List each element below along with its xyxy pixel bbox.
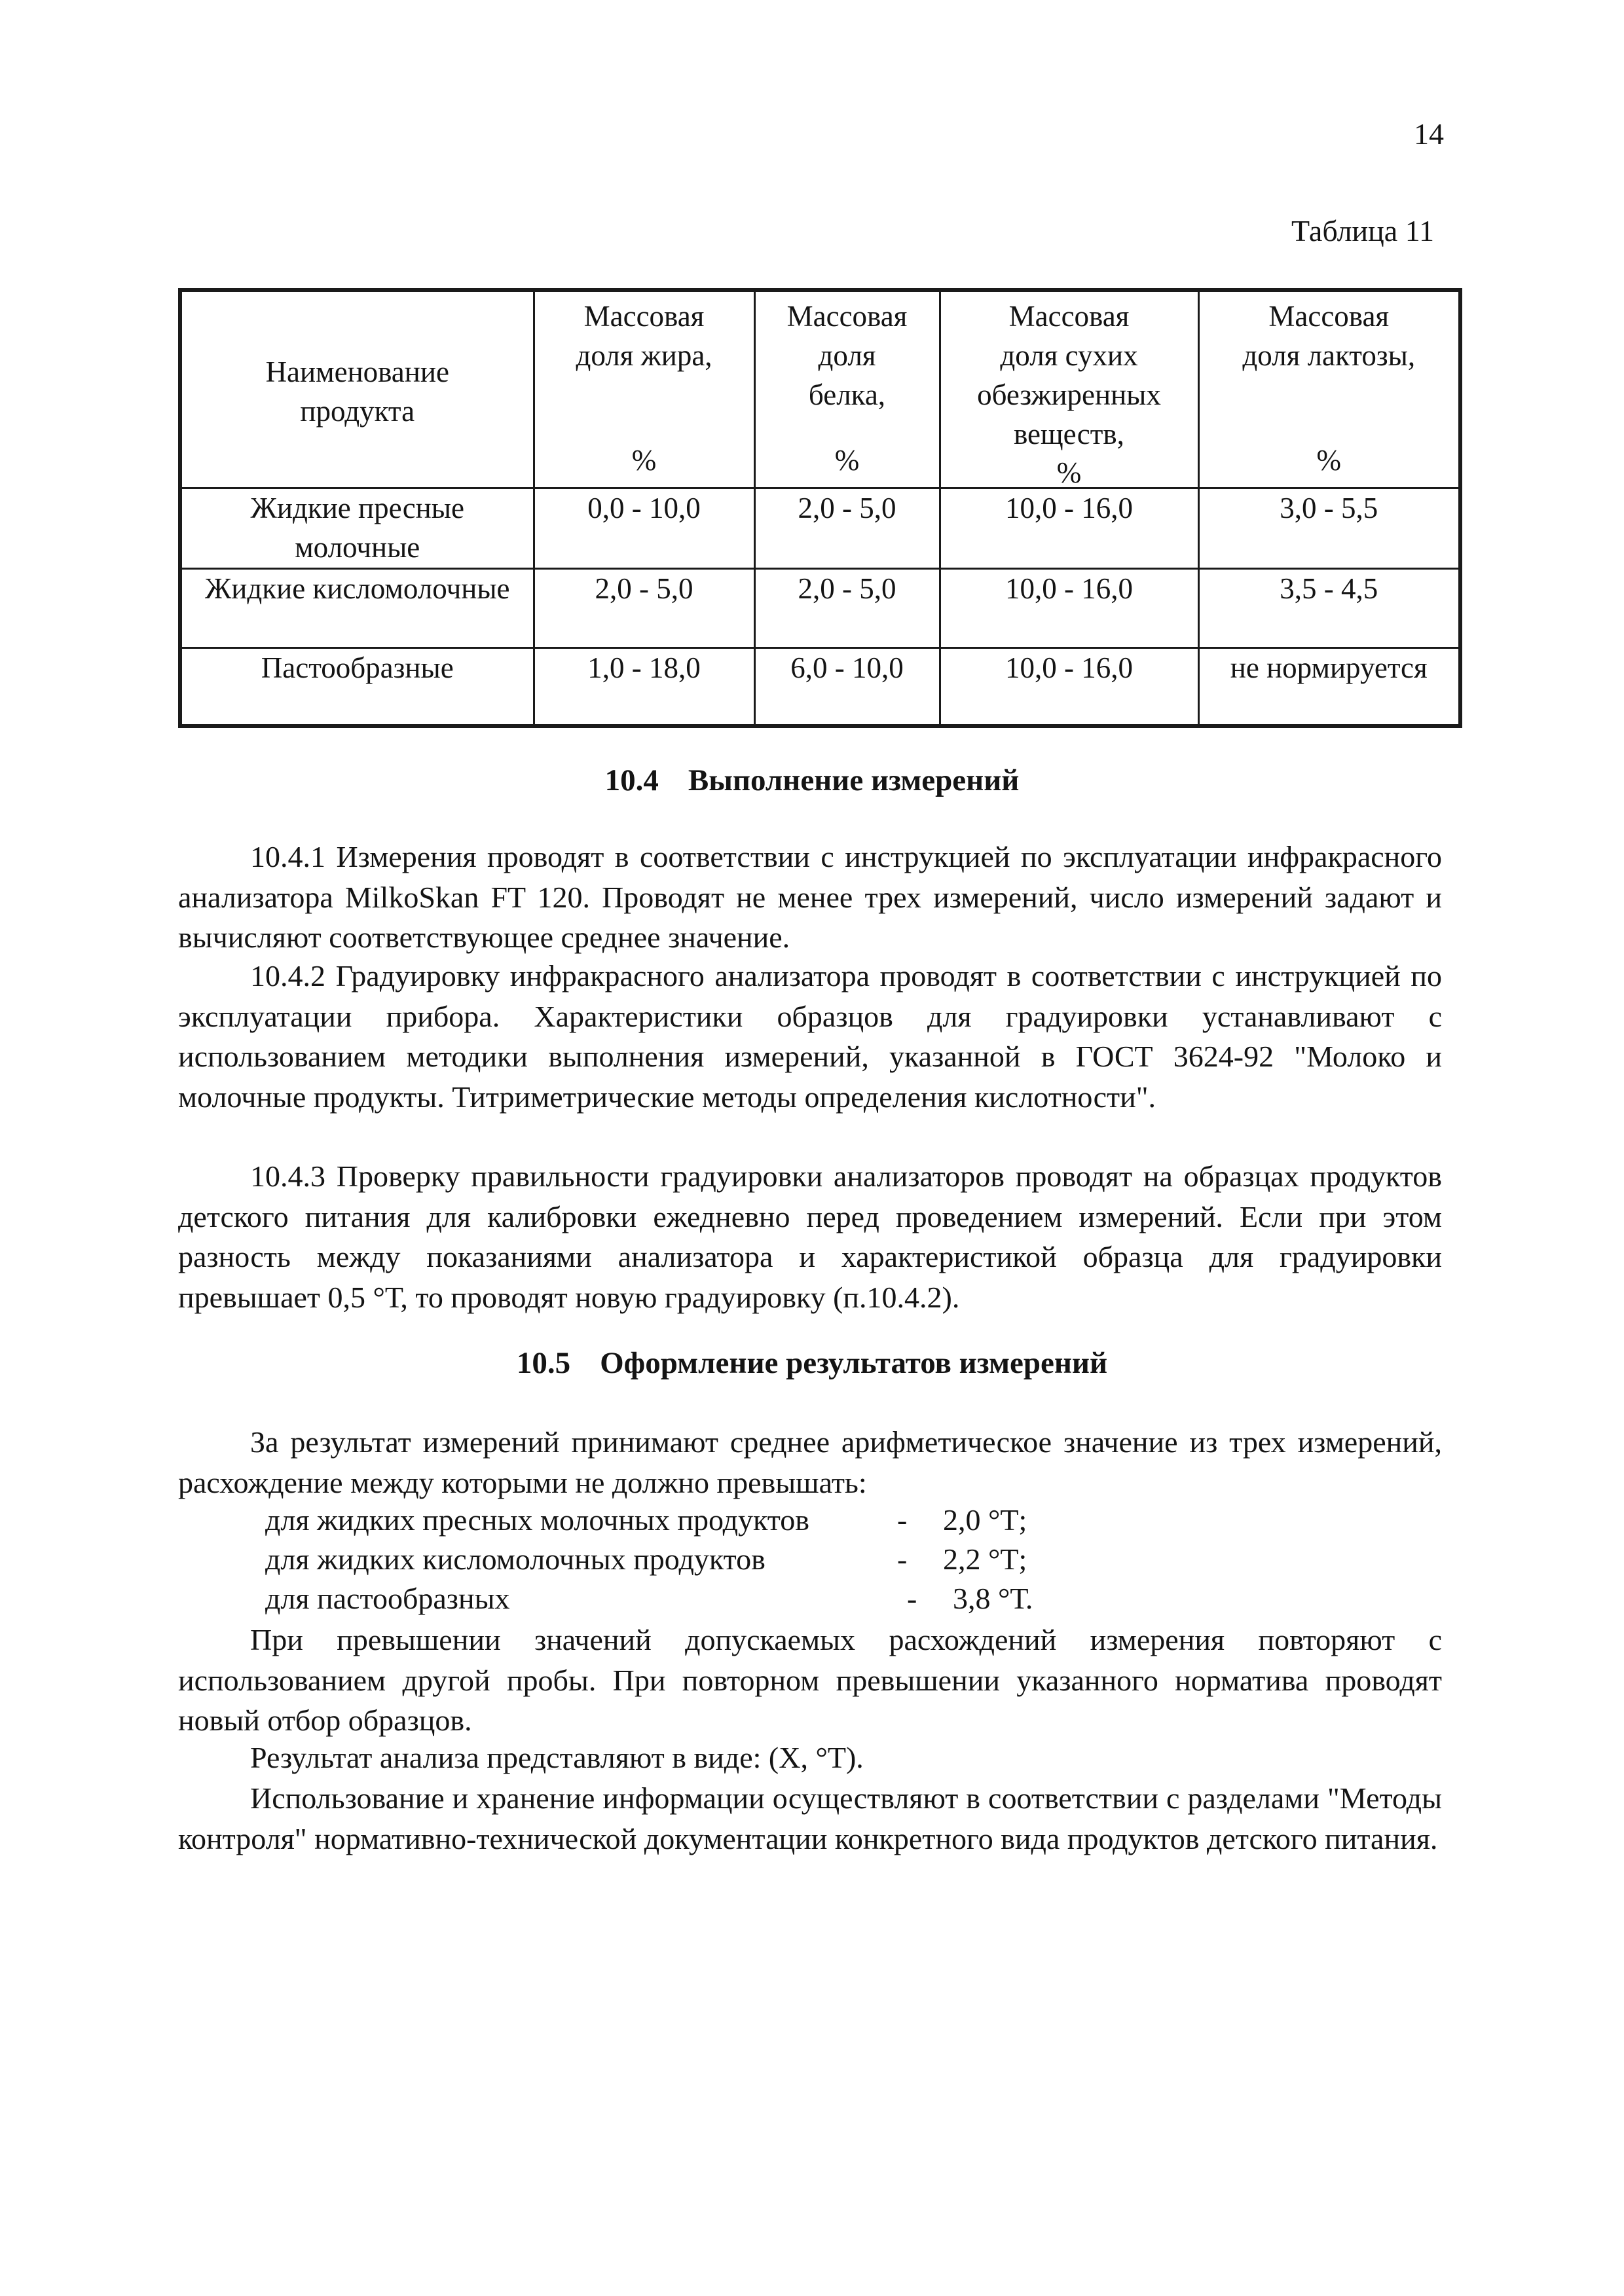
table-caption: Таблица 11: [1291, 214, 1434, 247]
limit-row: [265, 1579, 1033, 1618]
limit-value: 2,2 °Т;: [943, 1542, 1027, 1576]
section-title: Оформление результатов измерений: [600, 1346, 1108, 1380]
header-line: белка,: [808, 378, 886, 411]
paragraph-info-storage: Использование и хранение информации осуществляют в соответствии с разделами "Методы контроля" нормативно-технической документации конкретного вида продуктов детского питания.: [178, 1781, 1442, 1855]
header-line: обезжиренных: [977, 378, 1161, 411]
header-product-name: [180, 290, 534, 488]
table-header-row: [180, 290, 1460, 488]
cell-lactose: 3,0 - 5,5: [1198, 488, 1460, 569]
limit-value: 2,0 °Т;: [943, 1503, 1027, 1537]
limit-label: для жидких кисломолочных продуктов: [265, 1542, 766, 1576]
limit-value: 3,8 °Т.: [953, 1582, 1033, 1615]
header-dry-matter: [940, 290, 1198, 488]
paragraph-repeat: При превышении значений допускаемых расхождений измерения повторяют с использованием другой пробы. При повторном превышении указанного норматива проводят новый отбор образцов.: [178, 1623, 1442, 1737]
limit-label: для жидких пресных молочных продуктов: [265, 1503, 809, 1537]
header-line: доля лактозы,: [1242, 338, 1416, 372]
limit-dash: -: [907, 1582, 917, 1615]
cell-product-name: Жидкие пресные молочные: [180, 488, 534, 569]
header-protein: [754, 290, 940, 488]
header-unit: %: [834, 444, 860, 477]
section-number: 10.5: [516, 1346, 571, 1380]
header-line: доля: [818, 338, 876, 372]
paragraph-10-4-2: 10.4.2 Градуировку инфракрасного анализатора проводят в соответствии с инструкцией по эксплуатации прибора. Характеристики образцов для градуировки устанавливают с использованием методики выполнения измерений, указанной в ГОСТ 3624-92 "Молоко и молочные продукты. Титриметрические методы определения кислотности".: [178, 959, 1442, 1114]
cell-protein: 2,0 - 5,0: [754, 488, 940, 569]
cell-product-name: Пастообразные: [180, 647, 534, 726]
header-line: Массовая: [1268, 300, 1390, 333]
product-table: [178, 288, 1462, 728]
limit-row: [265, 1501, 1027, 1540]
table-row: [180, 488, 1460, 569]
header-line: Массовая: [786, 300, 908, 333]
paragraph-10-4-1: 10.4.1 Измерения проводят в соответствии с инструкцией по эксплуатации инфракрасного анализатора MilkoSkan FT 120. Проводят не менее трех измерений, число измерений задают и вычисляют соответствующее среднее значение.: [178, 840, 1442, 954]
cell-fat: 1,0 - 18,0: [534, 647, 754, 726]
limit-dash: -: [897, 1542, 908, 1576]
section-number: 10.4: [604, 763, 659, 797]
paragraph-result-format: Результат анализа представляют в виде: (Х, °Т).: [250, 1741, 864, 1774]
header-line: веществ,: [1014, 417, 1124, 450]
section-10-4-heading: [0, 763, 1624, 798]
table-row: [180, 568, 1460, 647]
header-fat: [534, 290, 754, 488]
table-row: [180, 647, 1460, 726]
cell-dry-matter: 10,0 - 16,0: [940, 488, 1198, 569]
cell-product-name: Жидкие кисломолочные: [180, 568, 534, 647]
header-line: доля жира,: [576, 338, 712, 372]
cell-fat: 2,0 - 5,0: [534, 568, 754, 647]
header-line: доля сухих: [1000, 338, 1138, 372]
header-line: Массовая: [1008, 300, 1130, 333]
cell-dry-matter: 10,0 - 16,0: [940, 647, 1198, 726]
header-unit: %: [631, 444, 657, 477]
paragraph-10-4-3: 10.4.3 Проверку правильности градуировки анализаторов проводят на образцах продуктов детского питания для калибровки ежедневно перед проведением измерений. Если при этом разность между показаниями анализатора и характеристикой образца для градуировки превышает 0,5 °Т, то проводят новую градуировку (п.10.4.2).: [178, 1159, 1442, 1314]
paragraph-10-5-intro: За результат измерений принимают среднее арифметическое значение из трех измерений, расхождение между которыми не должно превышать:: [178, 1425, 1442, 1499]
limit-row: [265, 1540, 1027, 1579]
header-unit: %: [1316, 444, 1341, 477]
limit-dash: -: [897, 1503, 908, 1537]
cell-lactose: не нормируется: [1198, 647, 1460, 726]
cell-fat: 0,0 - 10,0: [534, 488, 754, 569]
header-line: Наименование: [265, 355, 449, 389]
section-10-5-heading: [0, 1345, 1624, 1381]
header-lactose: [1198, 290, 1460, 488]
section-title: Выполнение измерений: [688, 763, 1020, 797]
limit-label: для пастообразных: [265, 1582, 510, 1615]
cell-protein: 6,0 - 10,0: [754, 647, 940, 726]
cell-protein: 2,0 - 5,0: [754, 568, 940, 647]
page-number: 14: [1414, 117, 1444, 151]
cell-dry-matter: 10,0 - 16,0: [940, 568, 1198, 647]
header-line: продукта: [300, 395, 415, 428]
header-line: Массовая: [583, 300, 705, 333]
header-unit: %: [1056, 456, 1082, 490]
cell-lactose: 3,5 - 4,5: [1198, 568, 1460, 647]
